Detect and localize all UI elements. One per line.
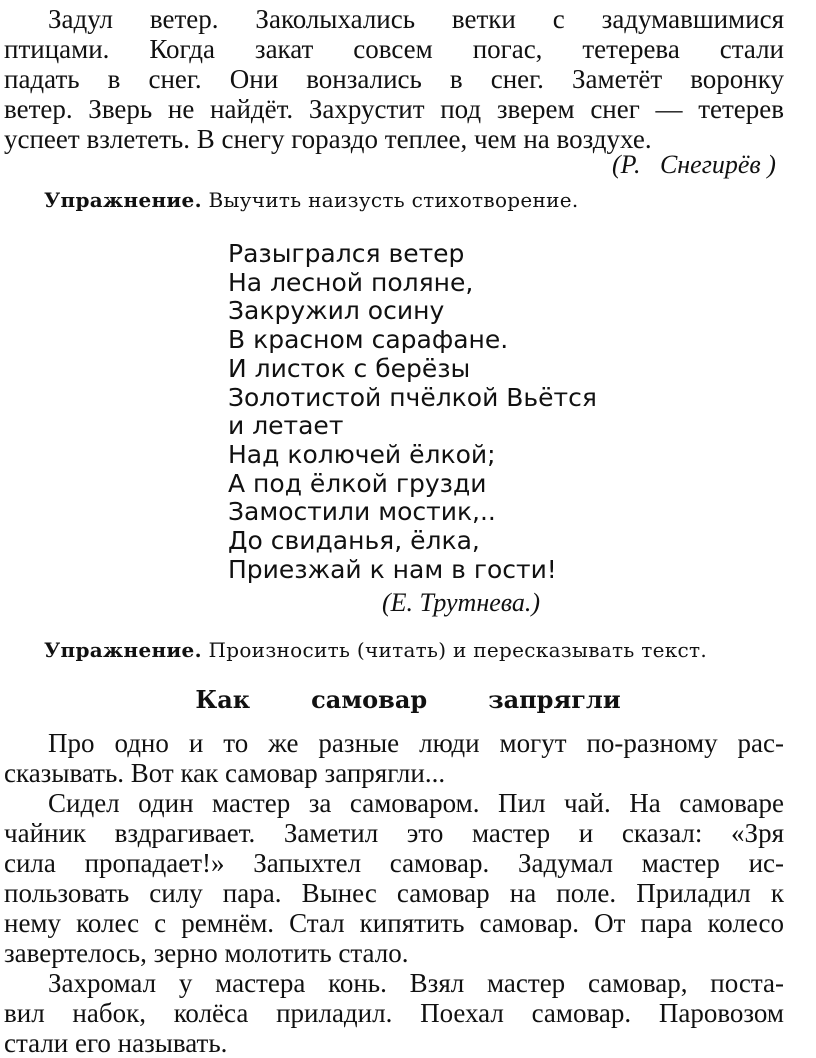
text-line: успеет взлететь. В снегу гораздо теплее, чем на воздухе. [4, 124, 652, 154]
top-paragraph [4, 4, 784, 154]
poem-line: Разыгрался ветер [228, 239, 465, 268]
exercise-text: Произносить (читать) и пересказывать текст. [201, 638, 708, 662]
exercise-label: Упражнение. [44, 638, 202, 662]
poem-line: Золотистой пчёлкой Вьётся [228, 382, 597, 412]
poem-line: Замостили мостик,.. [228, 497, 496, 527]
text-line: стали его называть. [4, 1028, 228, 1058]
text-line: Сидел один мастер за самоваром. Пил чай. На самоваре [48, 788, 784, 818]
text-line: нему колес с ремнём. Стал кипятить самовар. От пара колесо [4, 908, 784, 938]
story-paragraph-2 [4, 788, 784, 968]
author-trutneva: (Е. Трутнева.) [382, 588, 541, 617]
poem-line: и летает [228, 411, 344, 441]
poem-line: А под ёлкой грузди [228, 468, 487, 498]
poem-line: В красном сарафане. [228, 325, 509, 355]
exercise-1 [44, 188, 579, 212]
poem-line: И листок с берёзы [228, 353, 471, 383]
poem-line: Приезжай к нам в гости! [228, 554, 557, 584]
poem [228, 240, 597, 584]
text-line: падать в снег. Они вонзались в снег. Заметёт воронку [4, 64, 784, 94]
text-line: Про одно и то же разные люди могут по-разному рас- [48, 728, 784, 758]
exercise-text: Выучить наизусть стихотворение. [201, 188, 579, 212]
text-line: Захромал у мастера конь. Взял мастер самовар, поста- [48, 968, 784, 998]
text-line: пользовать силу пара. Вынес самовар на поле. Приладил к [4, 878, 784, 908]
text-line: птицами. Когда закат совсем погас, тетерева стали [4, 34, 784, 64]
text-line: завертелось, зерно молотить стало. [4, 938, 409, 968]
story-title: Как самовар запрягли [195, 685, 621, 714]
text-line: ветер. Зверь не найдёт. Захрустит под зверем снег — тетерев [4, 94, 784, 124]
text-line: сказывать. Вот как самовар запрягли... [4, 758, 446, 788]
text-line: вил набок, колёса приладил. Поехал самовар. Паровозом [4, 998, 784, 1028]
text-line: Задул ветер. Заколыхались ветки с задумавшимися [48, 4, 784, 34]
poem-line: Закружил осину [228, 296, 445, 326]
exercise-2 [44, 638, 707, 662]
poem-line: До свиданья, ёлка, [228, 526, 480, 556]
exercise-label: Упражнение. [44, 188, 202, 212]
poem-line: На лесной поляне, [228, 267, 474, 297]
story-paragraph-3 [4, 968, 784, 1058]
text-line: чайник вздрагивает. Заметил это мастер и сказал: «Зря [4, 818, 784, 848]
text-line: сила пропадает!» Запыхтел самовар. Задумал мастер ис- [4, 848, 784, 878]
poem-line: Над колючей ёлкой; [228, 439, 496, 469]
story-paragraph-1 [4, 728, 784, 788]
author-snegirev: (Р. Снегирёв ) [612, 150, 776, 179]
